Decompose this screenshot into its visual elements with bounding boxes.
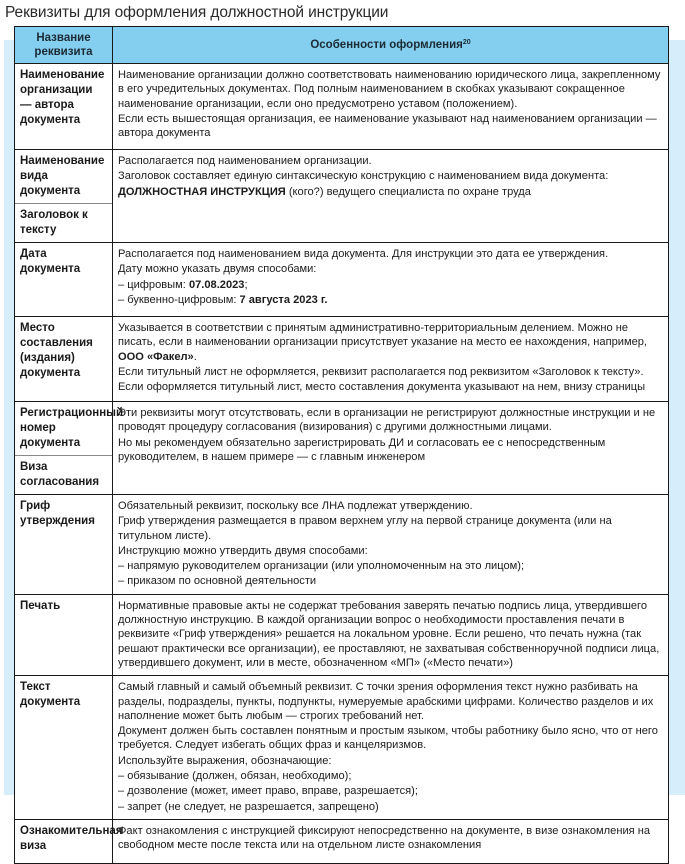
- doc-type-example: ДОЛЖНОСТНАЯ ИНСТРУКЦИЯ: [118, 185, 286, 198]
- feature-paragraph: [118, 185, 663, 199]
- feature-paragraph: Документ должен быть составлен понятным и простым языком, чтобы работнику было ясно, что от него требуется. Следует избегать общих фраз и канцеляризмов.: [118, 725, 658, 752]
- feature-paragraph: [118, 321, 663, 364]
- header-name: [15, 27, 113, 64]
- table-row: [15, 402, 669, 456]
- feature-paragraph: Инструкцию можно утвердить двумя способами:: [118, 544, 368, 557]
- feature-paragraph: Располагается под наименованием организации.: [118, 155, 372, 167]
- requisite-name: Гриф утверждения: [15, 495, 113, 595]
- table-row: [15, 495, 669, 595]
- requisite-features: [113, 243, 669, 317]
- feature-paragraph: Наименование организации должно соответствовать наименованию юридического лица, закрепленному в его учредительных документах. Под полным наименованием в скобках указывают сокращенное наименование организации, если оно предусмотрено уставом (положением).: [118, 69, 661, 110]
- table-row: [15, 594, 669, 675]
- requisite-name: Регистрационный номер документа: [15, 402, 113, 456]
- requisite-name: Наименование организации — автора документа: [15, 64, 113, 150]
- requisite-features: [113, 402, 669, 495]
- feature-paragraph: – напрямую руководителем организации (или уполномоченным на это лицом);: [118, 560, 525, 573]
- table-header-row: [15, 27, 669, 64]
- requisite-name: Дата документа: [15, 243, 113, 317]
- requisite-name: Текст документа: [15, 676, 113, 820]
- feature-paragraph: – дозволение (может, имеет право, вправе, разрешается);: [118, 785, 418, 798]
- feature-paragraph: Гриф утверждения размещается в правом верхнем углу на первой странице документа (или на титульном листе).: [118, 515, 612, 542]
- footnote-ref[interactable]: 20: [462, 39, 471, 46]
- requisite-features: [113, 64, 669, 150]
- table-row: [15, 150, 669, 204]
- table-row: [15, 64, 669, 150]
- requisite-name: Виза согласования: [15, 456, 113, 495]
- feature-paragraph: Если есть вышестоящая организация, ее наименование указывают над наименованием организации — автора документа: [118, 112, 657, 140]
- requisite-features: [113, 317, 669, 402]
- feature-paragraph: Факт ознакомления с инструкцией фиксируют непосредственно на документе, в визе ознакомления на свободном месте после текста или на отдельном листе ознакомления: [118, 824, 651, 852]
- table-row: [15, 676, 669, 820]
- date-format-label: – цифровым:: [118, 278, 189, 291]
- date-format-item: [118, 278, 663, 292]
- feature-text: Указывается в соответствии с принятым административно-территориальным делением. Можно не писать, если в наименовании организации присутствует указание на место ее нахождения, например,: [118, 322, 647, 349]
- requisite-features: [113, 150, 669, 243]
- requisite-features: [113, 676, 669, 820]
- requisite-name: Заголовок к тексту: [15, 204, 113, 243]
- date-format-value: 07.08.2023: [188, 278, 245, 291]
- feature-paragraph: Располагается под наименованием вида документа. Для инструкции это дата ее утверждения.: [118, 248, 609, 260]
- requisite-name: Место составления (издания) документа: [15, 317, 113, 402]
- date-format-value: 7 августа 2023 г.: [239, 293, 328, 306]
- header-name-label: Название реквизита: [34, 32, 93, 58]
- table-row: [15, 819, 669, 863]
- requisite-name: Ознакомительная виза: [15, 819, 113, 863]
- table-row: [15, 317, 669, 402]
- feature-paragraph: Используйте выражения, обозначающие:: [118, 754, 332, 767]
- requisite-features: [113, 495, 669, 595]
- date-format-item: [118, 293, 663, 307]
- feature-paragraph: – запрет (не следует, не разрешается, запрещено): [118, 800, 379, 813]
- feature-paragraph: Обязательный реквизит, поскольку все ЛНА подлежат утверждению.: [118, 500, 473, 512]
- org-example: ООО «Факел»: [118, 350, 194, 363]
- requisites-table: [14, 26, 669, 864]
- feature-paragraph: Если оформляется титульный лист, место составления документа указывают на нем, внизу страницы: [118, 381, 646, 394]
- feature-paragraph: – приказом по основной деятельности: [118, 575, 317, 588]
- date-format-label: – буквенно-цифровым:: [118, 293, 240, 306]
- feature-paragraph: Нормативные правовые акты не содержат требования заверять печатью подпись лица, утвердившего должностную инструкцию. В каждой организации вопрос о необходимости проставления печати в реквизите «Гриф утверждения» решается на локальном уровне. Если решено, что печать нужна (так решают практически все организации), ее проставляют, не захватывая собственноручной подписи лица, утвердившего документ, или в месте, обозначенном «МП» («Место печати»): [118, 599, 660, 669]
- date-format-suffix: ;: [244, 278, 248, 291]
- requisite-features: [113, 819, 669, 863]
- page-title: Реквизиты для оформления должностной инструкции: [5, 4, 389, 21]
- feature-paragraph: Но мы рекомендуем обязательно зарегистрировать ДИ и согласовать ее с непосредственным руководителем, в нашем примере — с главным инженером: [118, 436, 606, 463]
- feature-paragraph: Самый главный и самый объемный реквизит. С точки зрения оформления текст нужно разбивать на разделы, подразделы, пункты, подпункты, нумеруемые арабскими цифрами. Количество разделов и их наполнение может быть любым — строгих требований нет.: [118, 681, 654, 722]
- requisite-name: Печать: [15, 594, 113, 675]
- requisite-features: [113, 594, 669, 675]
- feature-paragraph: Если титульный лист не оформляется, реквизит располагается под реквизитом «Заголовок к тексту».: [118, 365, 644, 378]
- feature-paragraph: Дату можно указать двумя способами:: [118, 263, 317, 276]
- header-features: [113, 27, 669, 64]
- feature-paragraph: Эти реквизиты могут отсутствовать, если в организации не регистрируют должностные инструкции и не проводят процедуру согласования (визирования) с другими должностными лицами.: [118, 407, 656, 434]
- table-row: [15, 243, 669, 317]
- feature-paragraph: Заголовок составляет единую синтаксическую конструкцию с наименованием вида документа:: [118, 170, 609, 183]
- requisite-name: Наименование вида документа: [15, 150, 113, 204]
- doc-type-example-rest: (кого?) ведущего специалиста по охране труда: [285, 185, 531, 198]
- feature-text: .: [193, 350, 197, 363]
- feature-paragraph: – обязывание (должен, обязан, необходимо);: [118, 770, 352, 783]
- header-features-label: Особенности оформления: [310, 39, 463, 51]
